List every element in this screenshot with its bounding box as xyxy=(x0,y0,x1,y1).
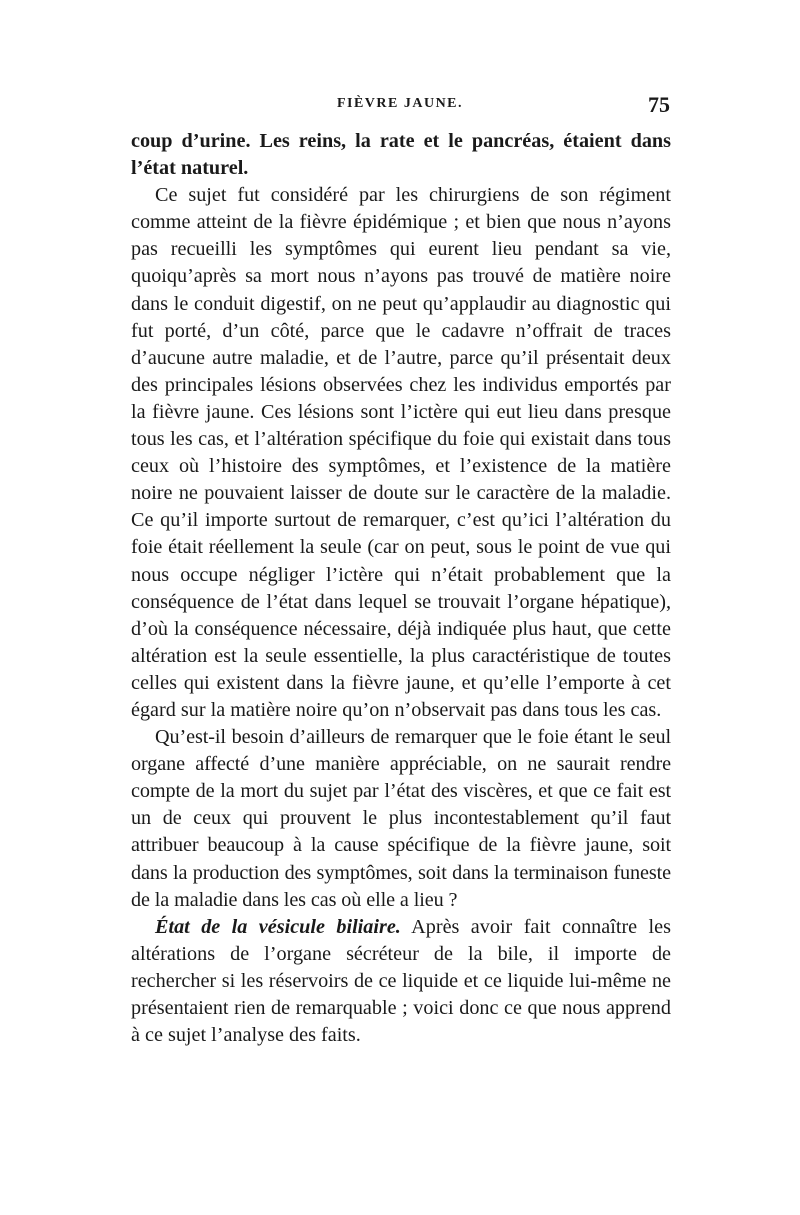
paragraph-liver-organ: Qu’est-il besoin d’ailleurs de remarquer que le foie étant le seul organe affecté d’une manière appréciable, on ne saurait rendre compte de la mort du sujet par l’état des viscères, et que ce fait est un de ceux qui prouvent le plus incontestablement qu’il faut attribuer beaucoup à la cause spécifique de la fièvre jaune, soit dans la production des symptômes, soit dans la terminaison funeste de la maladie dans les cas où elle a lieu ? xyxy=(131,726,671,911)
section-heading-gallbladder: État de la vésicule biliaire. xyxy=(155,915,401,938)
running-head xyxy=(130,92,670,124)
running-title: FIÈVRE JAUNE. xyxy=(336,96,464,111)
paragraph-subject-diagnosis: Ce sujet fut considéré par les chirurgiens de son régiment comme atteint de la fièvre épidémique ; et bien que nous n’ayons pas recueilli les symptômes qui eurent lieu pendant sa vie, quoiqu’après sa mort nous n’ayons pas trouvé de matière noire dans le conduit digestif, on ne peut qu’applaudir au diagnostic qui fut porté, d’un côté, parce que le cadavre n’offrait de traces d’aucune autre maladie, et de l’autre, parce qu’il présentait deux des principales lésions observées chez les individus emportés par la fièvre jaune. Ces lésions sont l’ictère qui eut lieu dans presque tous les cas, et l’altération spécifique du foie qui existait dans tous ceux où l’histoire des symptômes, et l’existence de la matière noire ne pouvaient laisser de doute sur le caractère de la maladie. Ce qu’il importe surtout de remarquer, c’est qu’ici l’altération du foie était réellement la seule (car on peut, sous le point de vue qui nous occupe négliger l’ictère qui n’était probablement que la conséquence de l’état dans lequel se trouvait l’organe hépatique), d’où la conséquence nécessaire, déjà indiquée plus haut, que cette altération est la seule essentielle, la plus caractéristique de toutes celles qui existent dans la fièvre jaune, et qu’elle l’emporte à cet égard sur la matière noire qu’on n’observait pas dans tous les cas. xyxy=(131,184,671,721)
paragraph-continuation: coup d’urine. Les reins, la rate et le pancréas, étaient dans l’état naturel. xyxy=(131,130,671,180)
page-number: 75 xyxy=(648,92,670,117)
body-text xyxy=(131,128,671,1049)
paragraph-gallbladder xyxy=(131,914,671,1049)
paragraph-gallbladder-text: Après avoir fait connaître les altérations de l’organe sécréteur de la bile, il importe de rechercher si les réservoirs de ce liquide et ce liquide lui-même ne présentaient rien de remarquable ; voici donc ce que nous apprend à ce sujet l’analyse des faits. xyxy=(131,915,671,1047)
